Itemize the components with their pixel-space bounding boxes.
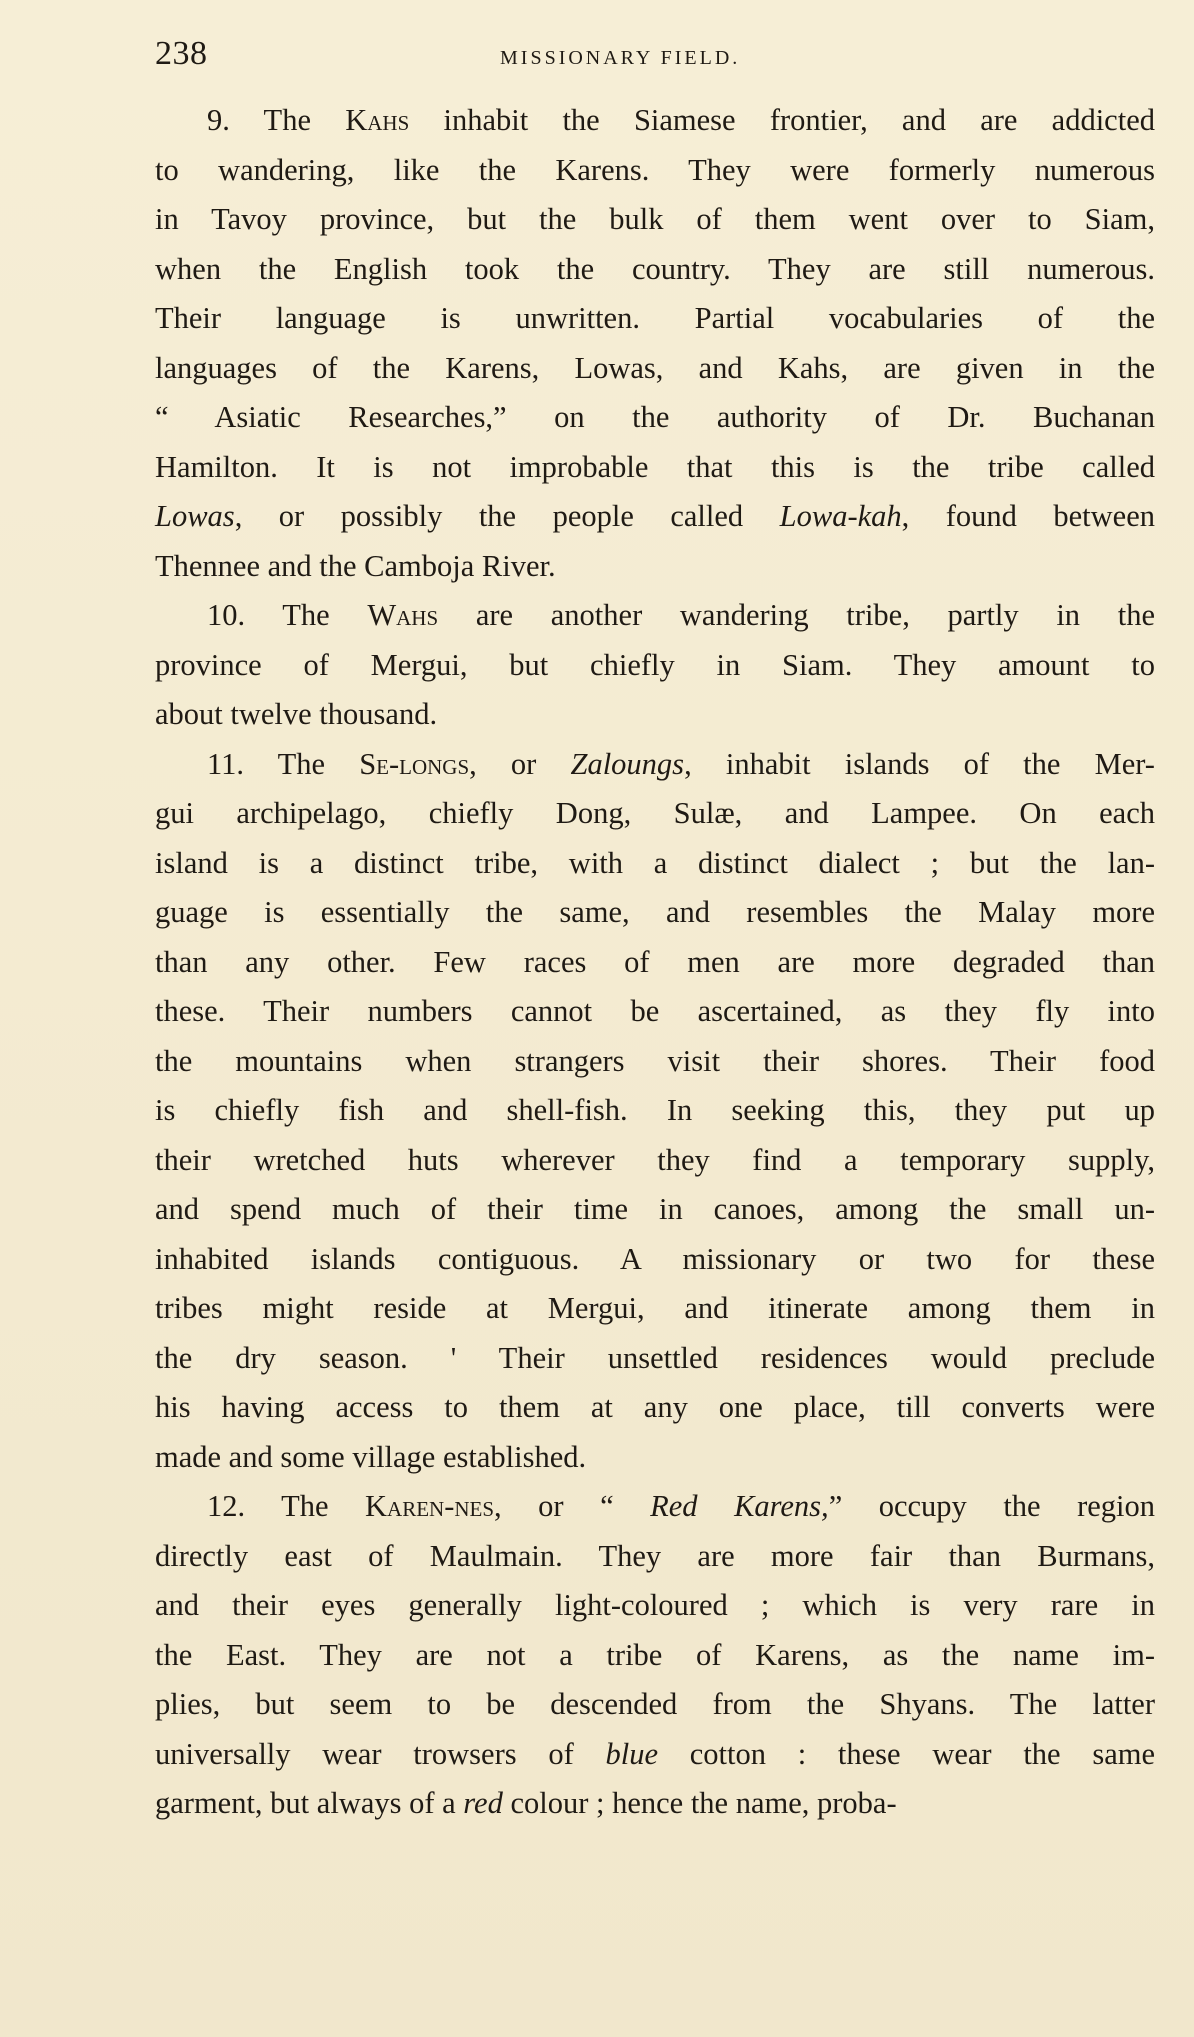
text-run: inhabit the Siamese frontier, and are addicted: [409, 103, 1155, 137]
text-line: [155, 1284, 1155, 1334]
text-run: colour ; hence the name, proba-: [502, 1786, 897, 1820]
text-line: [155, 1235, 1155, 1285]
text-line: [155, 938, 1155, 988]
text-run: cotton : these wear the same: [658, 1736, 1155, 1771]
text-line: [155, 1185, 1155, 1235]
text-line: [155, 245, 1155, 295]
text-line: [155, 1136, 1155, 1186]
text-run: made and some village established.: [155, 1439, 587, 1474]
text-run: and spend much of their time in canoes, among the small un-: [155, 1192, 1155, 1226]
text-line: [155, 542, 1155, 592]
text-run: the East. They are not a tribe of Karens, as the name im-: [155, 1637, 1155, 1672]
text-line: [155, 1037, 1155, 1087]
text-run: , inhabit islands of the Mer-: [684, 746, 1155, 781]
text-line: [155, 1631, 1155, 1681]
text-line: [155, 1680, 1155, 1730]
text-run: are another wandering tribe, partly in the: [438, 598, 1155, 632]
text-run: guage is essentially the same, and resembles the Malay more: [155, 895, 1155, 929]
text-run: tribes might reside at Mergui, and itinerate among them in: [155, 1291, 1155, 1325]
text-run: in Tavoy province, but the bulk of them went over to Siam,: [155, 202, 1155, 236]
text-line: [155, 987, 1155, 1037]
text-run: 12. The: [207, 1489, 366, 1523]
italic-term: Red Karens,: [650, 1489, 829, 1523]
text-line: [155, 393, 1155, 443]
italic-term: blue: [605, 1736, 658, 1771]
text-run: , or: [469, 746, 571, 781]
text-line: [155, 344, 1155, 394]
text-run: universally wear trowsers of: [155, 1736, 606, 1771]
text-run: about twelve thousand.: [155, 697, 438, 731]
text-run: 10. The: [207, 598, 368, 632]
italic-term: Lowas: [155, 499, 235, 533]
text-run: the mountains when strangers visit their shores. Their food: [155, 1043, 1155, 1078]
text-run: Hamilton. It is not improbable that this is the tribe called: [155, 449, 1155, 484]
text-line: [155, 1482, 1155, 1532]
text-line: [155, 888, 1155, 938]
text-line: [155, 1532, 1155, 1582]
text-line: [155, 641, 1155, 691]
small-caps-name: Se-longs: [359, 746, 470, 781]
text-line: [155, 294, 1155, 344]
italic-term: Zaloungs: [570, 746, 685, 781]
italic-term: Lowa-kah: [779, 499, 902, 533]
text-line: [155, 1086, 1155, 1136]
text-run: ” occupy the region: [828, 1489, 1155, 1523]
text-run: is chiefly fish and shell-fish. In seeking this, they put up: [155, 1093, 1155, 1127]
text-run: than any other. Few races of men are more degraded than: [155, 944, 1155, 979]
text-run: and their eyes generally light-coloured ; which is very rare in: [155, 1588, 1155, 1622]
text-run: , or possibly the people called: [234, 499, 780, 533]
text-run: to wandering, like the Karens. They were formerly numerous: [155, 152, 1155, 187]
text-run: island is a distinct tribe, with a distinct dialect ; but the lan-: [155, 845, 1155, 880]
page-header: [155, 32, 1145, 76]
italic-term: red: [463, 1786, 503, 1820]
small-caps-name: Wahs: [367, 598, 439, 632]
text-run: directly east of Maulmain. They are more fair than Burmans,: [155, 1538, 1155, 1573]
text-run: these. Their numbers cannot be ascertained, as they fly into: [155, 994, 1155, 1028]
text-line: [155, 1334, 1155, 1384]
text-line: [155, 1581, 1155, 1631]
page-number: 238: [155, 35, 208, 72]
text-run: province of Mergui, but chiefly in Siam. They amount to: [155, 647, 1155, 682]
text-run: 11. The: [207, 746, 360, 781]
text-run: , or “: [494, 1489, 651, 1523]
text-run: Their language is unwritten. Partial vocabularies of the: [155, 301, 1155, 335]
text-line: [155, 443, 1155, 493]
text-run: , found between: [901, 499, 1155, 533]
text-run: “ Asiatic Researches,” on the authority of Dr. Buchanan: [155, 400, 1155, 434]
running-head: MISSIONARY FIELD.: [500, 47, 741, 69]
text-line: [155, 146, 1155, 196]
small-caps-name: Kahs: [345, 103, 410, 137]
text-line: [155, 789, 1155, 839]
text-line: [155, 96, 1155, 146]
text-run: languages of the Karens, Lowas, and Kahs, are given in the: [155, 350, 1155, 385]
text-run: the dry season. ' Their unsettled residences would preclude: [155, 1340, 1155, 1375]
text-run: gui archipelago, chiefly Dong, Sulæ, and Lampee. On each: [155, 796, 1155, 830]
body-text: [155, 96, 1155, 1829]
text-run: 9. The: [207, 103, 346, 137]
text-line: [155, 492, 1155, 542]
text-run: when the English took the country. They are still numerous.: [155, 251, 1155, 286]
text-line: [155, 690, 1155, 740]
text-run: plies, but seem to be descended from the Shyans. The latter: [155, 1687, 1155, 1721]
text-line: [155, 195, 1155, 245]
text-run: their wretched huts wherever they find a temporary supply,: [155, 1142, 1155, 1177]
text-run: his having access to them at any one place, till converts were: [155, 1390, 1155, 1424]
text-line: [155, 740, 1155, 790]
text-run: Thennee and the Camboja River.: [155, 548, 556, 583]
text-line: [155, 1779, 1155, 1829]
text-run: garment, but always of a: [155, 1786, 464, 1820]
small-caps-name: Karen-nes: [365, 1489, 495, 1523]
text-line: [155, 1730, 1155, 1780]
text-line: [155, 839, 1155, 889]
text-run: inhabited islands contiguous. A missionary or two for these: [155, 1241, 1155, 1276]
text-line: [155, 1433, 1155, 1483]
text-line: [155, 1383, 1155, 1433]
text-line: [155, 591, 1155, 641]
